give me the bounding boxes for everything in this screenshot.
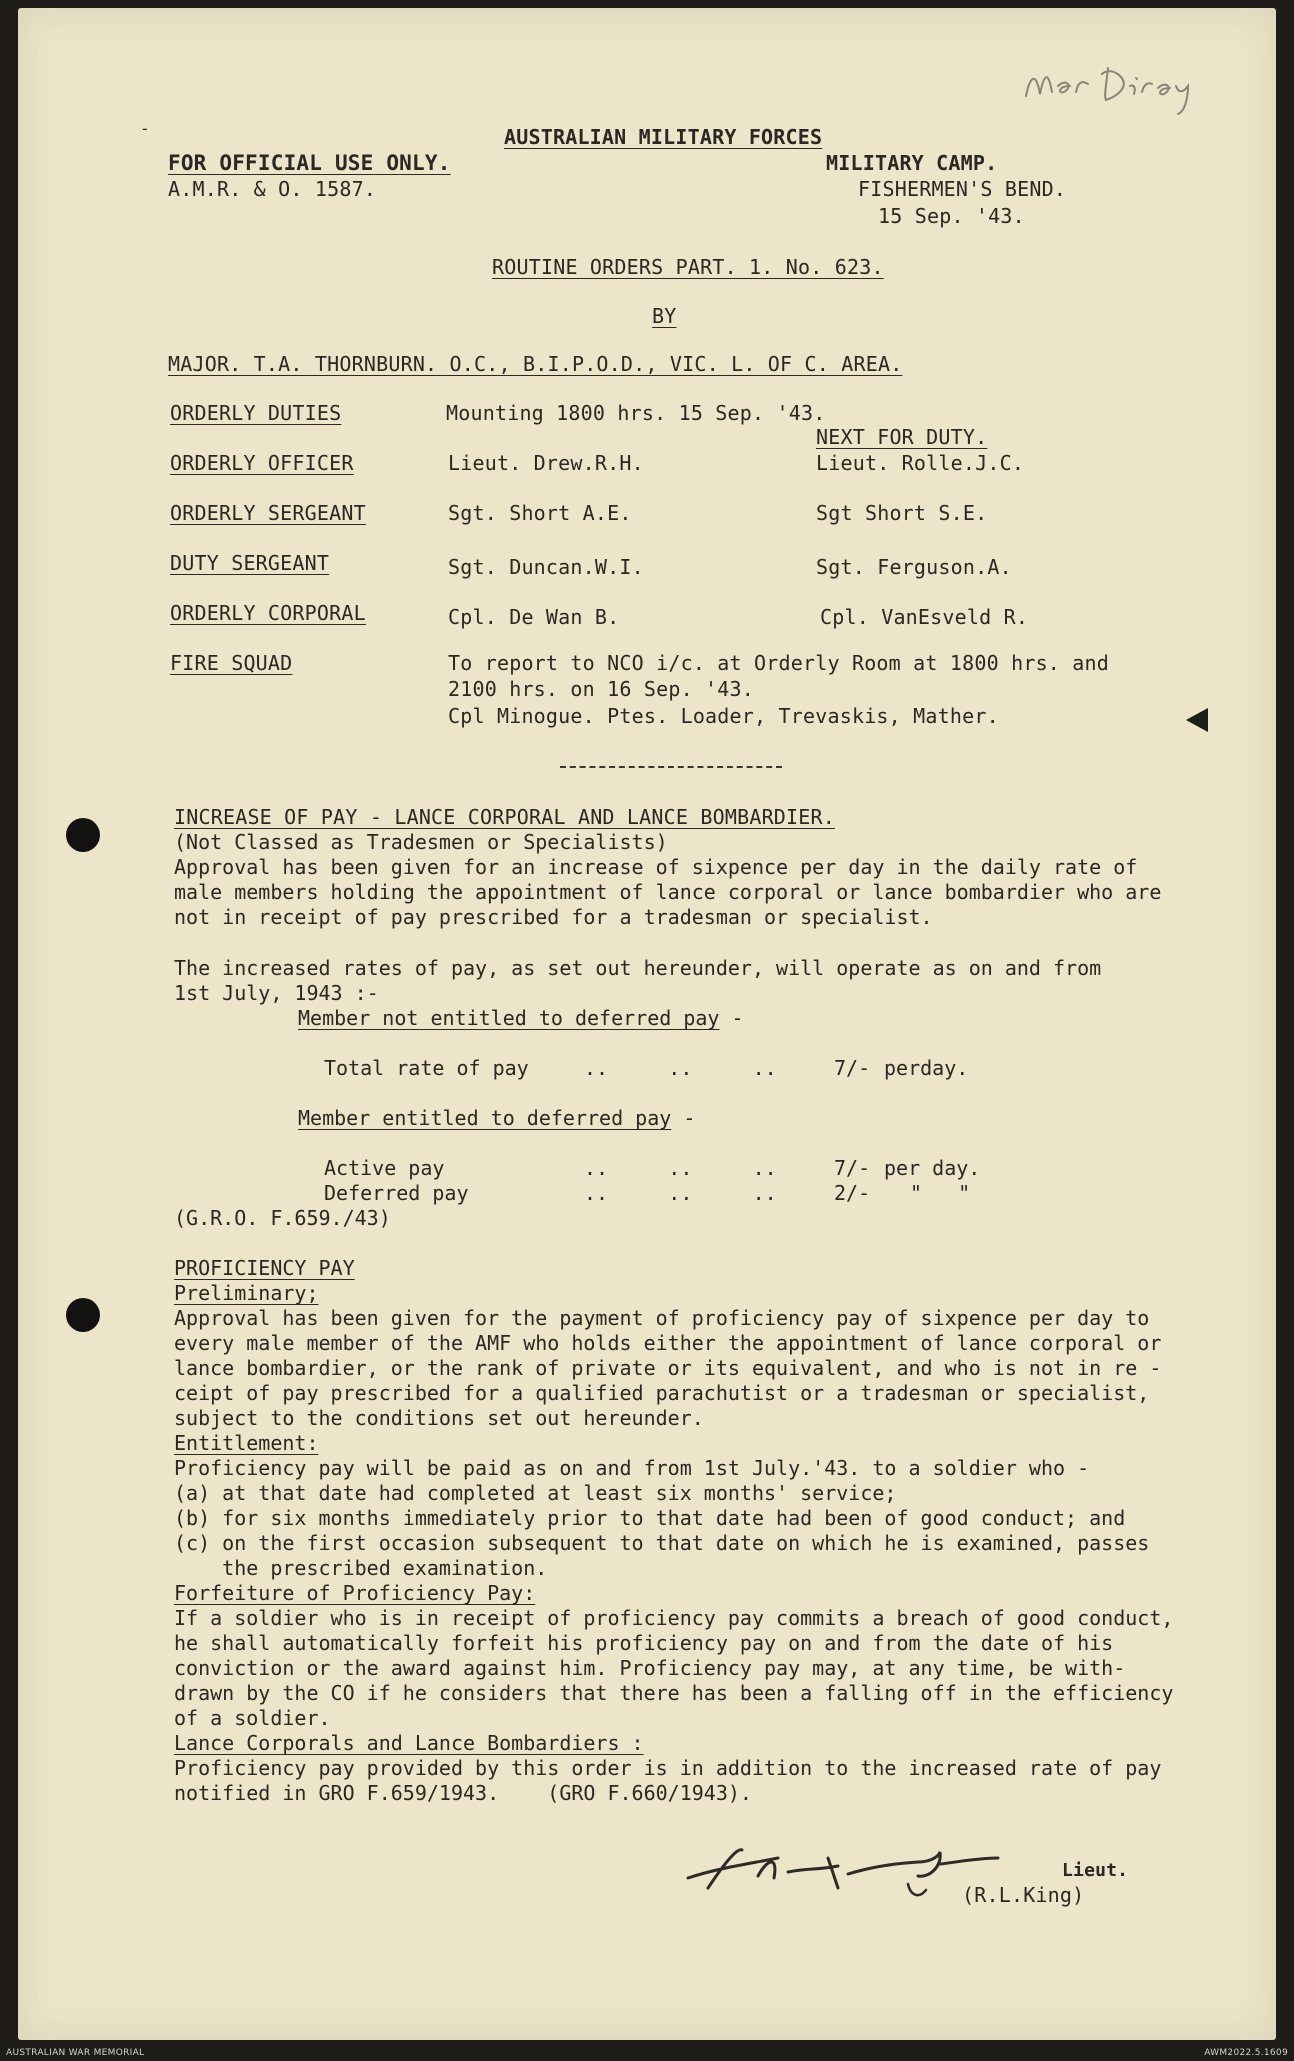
corner-mark: - <box>140 119 150 138</box>
not-entitled-heading-text: Member not entitled to deferred pay <box>298 1006 720 1030</box>
lance-heading: Lance Corporals and Lance Bombardiers : <box>174 1731 644 1755</box>
orderly-sergeant-current: Sgt. Short A.E. <box>448 501 632 525</box>
binder-hole-bottom <box>66 1298 100 1332</box>
total-rate-dots: .. .. .. <box>584 1056 777 1080</box>
forfeiture-line-4: drawn by the CO if he considers that there has been a falling off in the efficiency <box>174 1681 1174 1705</box>
total-rate-label: Total rate of pay <box>324 1056 529 1080</box>
preliminary-heading: Preliminary; <box>174 1281 319 1305</box>
duty-sergeant-current: Sgt. Duncan.W.I. <box>448 555 644 579</box>
handwritten-war-diary-note <box>1018 56 1238 126</box>
lance-line-1: Proficiency pay provided by this order is in addition to the increased rate of pay <box>174 1756 1162 1780</box>
orderly-officer-label: ORDERLY OFFICER <box>170 451 354 475</box>
orderly-sergeant-label: ORDERLY SERGEANT <box>170 501 366 525</box>
proficiency-pay-heading: PROFICIENCY PAY <box>174 1256 355 1280</box>
deferred-pay-value: 2/- <box>834 1181 871 1205</box>
deferred-pay-dots: .. .. .. <box>584 1181 777 1205</box>
increase-of-pay-heading: INCREASE OF PAY - LANCE CORPORAL AND LANCE BOMBARDIER. <box>174 805 836 829</box>
fire-squad-line-3: Cpl Minogue. Ptes. Loader, Trevaskis, Mather. <box>448 704 999 728</box>
forfeiture-heading: Forfeiture of Proficiency Pay: <box>174 1581 536 1605</box>
camp-location: FISHERMEN'S BEND. <box>858 177 1067 201</box>
gro-reference: (G.R.O. F.659./43) <box>174 1206 391 1230</box>
increase-para1-line-2: male members holding the appointment of lance corporal or lance bombardier who are <box>174 880 1162 904</box>
increase-para2-line-2: 1st July, 1943 :- <box>174 981 379 1005</box>
binder-hole-top <box>66 818 100 852</box>
entitled-heading <box>298 1106 695 1132</box>
footer-institution: AUSTRALIAN WAR MEMORIAL <box>6 2048 145 2058</box>
preliminary-line-2: every male member of the AMF who holds either the appointment of lance corporal or <box>174 1331 1162 1355</box>
increase-of-pay-subheading: (Not Classed as Tradesmen or Specialists) <box>174 830 668 854</box>
document-page <box>18 8 1276 2040</box>
paper-tear-mark <box>1186 708 1208 732</box>
orderly-corporal-current: Cpl. De Wan B. <box>448 605 620 629</box>
footer-accession-number: AWM2022.5.1609 <box>1204 2048 1288 2058</box>
orderly-corporal-next: Cpl. VanEsveld R. <box>820 605 1029 629</box>
section-separator <box>560 766 782 768</box>
entitlement-line-3: (b) for six months immediately prior to that date had been of good conduct; and <box>174 1506 1126 1530</box>
fire-squad-line-1: To report to NCO i/c. at Orderly Room at 1800 hrs. and <box>448 651 1110 675</box>
forfeiture-line-2: he shall automatically forfeit his proficiency pay on and from the date of his <box>174 1631 1114 1655</box>
duty-sergeant-next: Sgt. Ferguson.A. <box>816 555 1012 579</box>
active-pay-label: Active pay <box>324 1156 445 1180</box>
forfeiture-line-1: If a soldier who is in receipt of proficiency pay commits a breach of good conduct, <box>174 1606 1174 1630</box>
document-title: AUSTRALIAN MILITARY FORCES <box>504 125 823 149</box>
increase-para2-line-1: The increased rates of pay, as set out hereunder, will operate as on and from <box>174 956 1102 980</box>
signature-name: (R.L.King) <box>962 1883 1085 1907</box>
active-pay-dots: .. .. .. <box>584 1156 777 1180</box>
entitlement-line-1: Proficiency pay will be paid as on and from 1st July.'43. to a soldier who - <box>174 1456 1090 1480</box>
orderly-officer-current: Lieut. Drew.R.H. <box>448 451 644 475</box>
orderly-corporal-label: ORDERLY CORPORAL <box>170 601 366 625</box>
orderly-officer-next: Lieut. Rolle.J.C. <box>816 451 1025 475</box>
camp-name: MILITARY CAMP. <box>826 151 998 175</box>
preliminary-line-3: lance bombardier, or the rank of private or its equivalent, and who is not in re - <box>174 1356 1162 1380</box>
entitlement-line-4: (c) on the first occasion subsequent to that date on which he is examined, passes <box>174 1531 1150 1555</box>
active-pay-value: 7/- <box>834 1156 871 1180</box>
next-for-duty-heading: NEXT FOR DUTY. <box>816 425 988 449</box>
active-pay-unit: per day. <box>884 1156 981 1180</box>
preliminary-line-4: ceipt of pay prescribed for a qualified parachutist or a tradesman or specialist, <box>174 1381 1150 1405</box>
deferred-pay-unit: " " <box>910 1181 971 1205</box>
forfeiture-line-3: conviction or the award against him. Proficiency pay may, at any time, be with- <box>174 1656 1126 1680</box>
lance-line-2: notified in GRO F.659/1943. (GRO F.660/1943). <box>174 1781 752 1805</box>
entitlement-line-2: (a) at that date had completed at least six months' service; <box>174 1481 897 1505</box>
entitlement-line-5: the prescribed examination. <box>174 1556 548 1580</box>
increase-para1-line-1: Approval has been given for an increase of sixpence per day in the daily rate of <box>174 855 1138 879</box>
signature-rank: Lieut. <box>1062 1860 1129 1881</box>
entitled-heading-text: Member entitled to deferred pay <box>298 1106 672 1130</box>
entitled-heading-dash: - <box>683 1106 696 1130</box>
official-use-label: FOR OFFICIAL USE ONLY. <box>168 151 451 175</box>
routine-orders-title: ROUTINE ORDERS PART. 1. No. 623. <box>492 255 884 279</box>
not-entitled-heading-dash: - <box>731 1006 744 1030</box>
deferred-pay-label: Deferred pay <box>324 1181 469 1205</box>
forfeiture-line-5: of a soldier. <box>174 1706 331 1730</box>
orderly-sergeant-next: Sgt Short S.E. <box>816 501 988 525</box>
fire-squad-label: FIRE SQUAD <box>170 651 293 675</box>
total-rate-unit: perday. <box>884 1056 969 1080</box>
entitlement-heading: Entitlement: <box>174 1431 319 1455</box>
total-rate-value: 7/- <box>834 1056 871 1080</box>
issuer-line: MAJOR. T.A. THORNBURN. O.C., B.I.P.O.D., VIC. L. OF C. AREA. <box>168 352 903 376</box>
orderly-duties-label: ORDERLY DUTIES <box>170 401 342 425</box>
not-entitled-heading <box>298 1006 744 1032</box>
preliminary-line-1: Approval has been given for the payment of proficiency pay of sixpence per day to <box>174 1306 1150 1330</box>
preliminary-line-5: subject to the conditions set out hereunder. <box>174 1406 704 1430</box>
by-label: BY <box>652 304 677 328</box>
duty-sergeant-label: DUTY SERGEANT <box>170 551 330 575</box>
document-date: 15 Sep. '43. <box>878 204 1025 228</box>
increase-para1-line-3: not in receipt of pay prescribed for a tradesman or specialist. <box>174 905 933 929</box>
amr-reference: A.M.R. & O. 1587. <box>168 177 377 201</box>
fire-squad-line-2: 2100 hrs. on 16 Sep. '43. <box>448 677 755 701</box>
mounting-time: Mounting 1800 hrs. 15 Sep. '43. <box>446 401 826 425</box>
